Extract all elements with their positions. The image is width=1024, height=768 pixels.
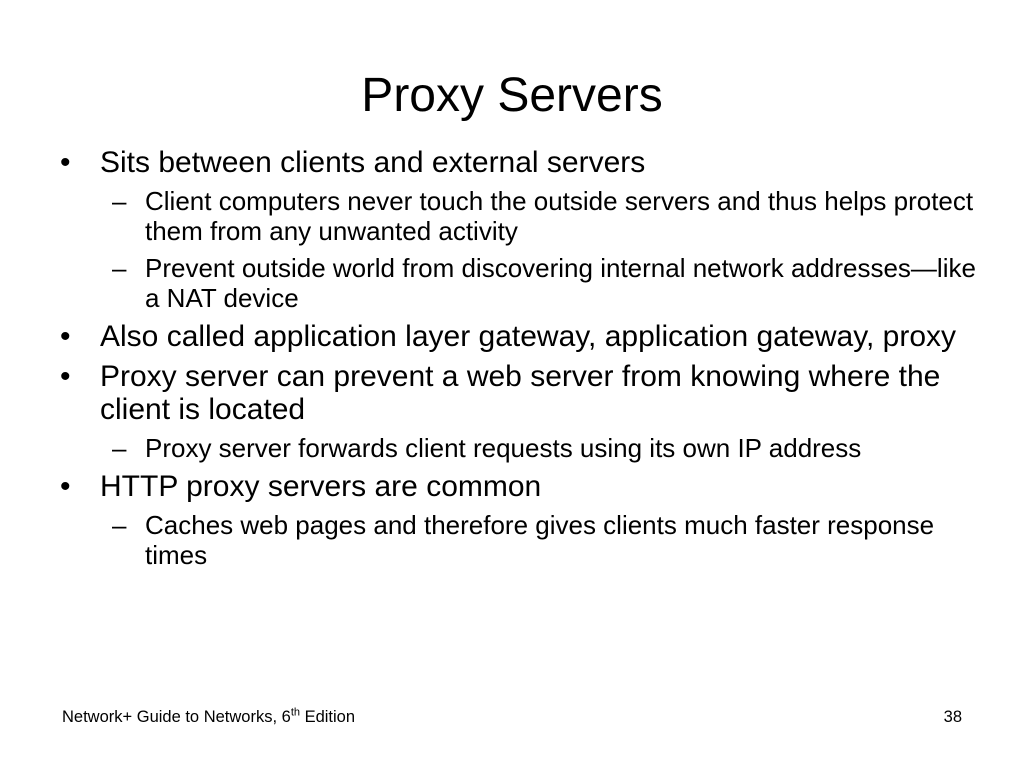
footer-title-edition: Edition — [300, 708, 356, 726]
footer-book-title — [62, 707, 355, 727]
bullet-icon: • — [60, 470, 71, 503]
dash-icon: – — [112, 433, 127, 463]
sub-bullet-item — [58, 433, 978, 463]
dash-icon: – — [112, 510, 127, 540]
bullet-text: Also called application layer gateway, application gateway, proxy — [100, 320, 957, 353]
sub-bullet-text: Client computers never touch the outside servers and thus helps protect them from any unwanted activity — [145, 186, 974, 246]
bullet-icon: • — [60, 146, 71, 179]
page-number: 38 — [943, 708, 962, 726]
sub-bullet-text: Caches web pages and therefore gives clients much faster response times — [145, 510, 935, 570]
bullet-item — [58, 470, 978, 503]
footer-title-superscript: th — [290, 706, 300, 719]
sub-bullet-item — [58, 510, 978, 570]
bullet-item — [58, 320, 978, 353]
bullet-text: Proxy server can prevent a web server from knowing where the client is located — [100, 360, 941, 426]
bullet-icon: • — [60, 360, 71, 393]
sub-bullet-text: Prevent outside world from discovering internal network addresses—like a NAT device — [145, 253, 976, 313]
bullet-list — [58, 146, 978, 571]
slide-title: Proxy Servers — [361, 69, 663, 122]
sub-bullet-text: Proxy server forwards client requests using its own IP address — [145, 433, 862, 463]
bullet-text: Sits between clients and external servers — [100, 146, 646, 179]
bullet-icon: • — [60, 320, 71, 353]
footer-title-main: Network+ Guide to Networks, 6 — [62, 708, 291, 726]
bullet-text: HTTP proxy servers are common — [100, 470, 542, 503]
dash-icon: – — [112, 253, 127, 283]
dash-icon: – — [112, 186, 127, 216]
bullet-item — [58, 146, 978, 179]
sub-bullet-item — [58, 186, 978, 246]
bullet-item — [58, 360, 978, 426]
sub-bullet-item — [58, 253, 978, 313]
